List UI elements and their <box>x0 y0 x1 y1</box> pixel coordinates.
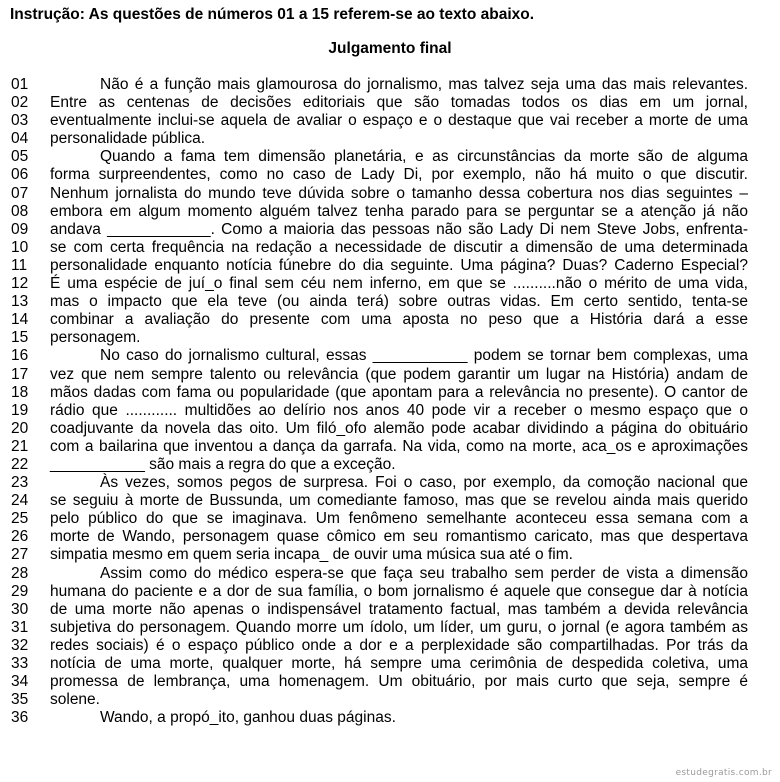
text-line <box>0 637 780 655</box>
watermark: estudegratis.com.br <box>675 768 772 778</box>
line-text: se seguiu à morte de Bussunda, um comediante famoso, mas que se revelou ainda mais querido <box>50 492 748 510</box>
line-text: solene. <box>50 691 100 709</box>
line-number: 20 <box>11 419 29 437</box>
line-text: embora em algum momento alguém talvez tenha parado para se perguntar se a atenção já não <box>50 202 748 220</box>
line-text: ___________ são mais a regra do que a exceção. <box>50 455 396 473</box>
line-number: 10 <box>11 238 29 256</box>
text-line <box>0 221 780 239</box>
text-line <box>0 94 780 112</box>
text-line <box>0 709 780 727</box>
line-number: 12 <box>11 275 29 293</box>
line-text: É uma espécie de juí_o final sem céu nem inferno, em que se ..........não o mérito de uma vida, <box>50 275 748 293</box>
line-number: 29 <box>11 582 29 600</box>
line-number: 03 <box>11 112 29 130</box>
line-number: 19 <box>11 401 29 419</box>
line-number: 07 <box>11 184 29 202</box>
line-text: Às vezes, somos pegos de surpresa. Foi o caso, por exemplo, da comoção nacional que <box>100 474 748 492</box>
line-text: personagem. <box>50 329 141 347</box>
line-text: combinar a avaliação do presente com uma aposta no peso que a História dará a esse <box>50 311 748 329</box>
line-text: Entre as centenas de decisões editoriais que são tomadas todos os dias em um jornal, <box>50 94 748 112</box>
line-text: redes sociais) é o espaço público onde a dor e a perplexidade são compartilhadas. Por trás da <box>50 636 748 654</box>
line-text: personalidade pública. <box>50 130 206 148</box>
text-line <box>0 275 780 293</box>
line-text: Assim como do médico espera-se que faça seu trabalho sem perder de vista a dimensão <box>100 564 748 582</box>
text-line <box>0 239 780 257</box>
line-text: personalidade enquanto notícia fúnebre do dia seguinte. Uma página? Duas? Caderno Especial? <box>50 256 748 274</box>
line-number: 27 <box>11 546 29 564</box>
text-line <box>0 619 780 637</box>
text-line <box>0 528 780 546</box>
line-number: 35 <box>11 691 29 709</box>
line-text: andava ____________. Como a maioria das pessoas não são Lady Di nem Steve Jobs, enfrenta- <box>50 220 748 238</box>
line-text: se com certa frequência na redação a necessidade de discutir a dimensão de uma determinada <box>50 238 748 256</box>
text-line <box>0 402 780 420</box>
line-number: 28 <box>11 564 29 582</box>
line-number: 21 <box>11 437 29 455</box>
text-line <box>0 510 780 528</box>
line-number: 34 <box>11 673 29 691</box>
text-line <box>0 601 780 619</box>
line-number: 24 <box>11 492 29 510</box>
numbered-text-body <box>0 76 780 727</box>
line-text: pelo público do que se imaginava. Um fenômeno semelhante aconteceu essa semana com a <box>50 510 748 528</box>
line-number: 23 <box>11 474 29 492</box>
text-line <box>0 456 780 474</box>
line-number: 06 <box>11 166 29 184</box>
line-text: Nenhum jornalista do mundo teve dúvida sobre o tamanho dessa cobertura nos dias seguintes – <box>50 184 748 202</box>
text-line <box>0 347 780 365</box>
line-text: vez que nem sempre talento ou relevância (que podem garantir um lugar na História) andam de <box>50 365 748 383</box>
text-line <box>0 474 780 492</box>
line-number: 02 <box>11 94 29 112</box>
line-text: Quando a fama tem dimensão planetária, e as circunstâncias da morte são de alguma <box>100 148 748 166</box>
line-text: rádio que ............ multidões ao delírio nos anos 40 pode vir a receber o mesmo espaço que o <box>50 401 748 419</box>
line-number: 31 <box>11 618 29 636</box>
text-line <box>0 166 780 184</box>
text-line <box>0 257 780 275</box>
text-line <box>0 366 780 384</box>
line-number: 09 <box>11 220 29 238</box>
line-number: 33 <box>11 655 29 672</box>
text-line <box>0 130 780 148</box>
text-line <box>0 438 780 456</box>
line-text: de uma morte não apenas o indispensável tratamento factual, mas também a devida relevância <box>50 600 748 618</box>
line-text: mãos dadas com fama ou popularidade (que apontam para a relevância no presente). O cantor de <box>50 383 748 401</box>
line-number: 17 <box>11 365 29 383</box>
text-line <box>0 148 780 166</box>
text-line <box>0 293 780 311</box>
text-line <box>0 203 780 221</box>
line-text: humana do paciente e a dor de sua família, o bom jornalismo é aquele que consegue dar à notícia <box>50 582 748 600</box>
line-text: simpatia mesmo em quem seria incapa_ de ouvir uma música sua até o fim. <box>50 546 573 564</box>
line-number: 18 <box>11 383 29 401</box>
line-text: eventualmente inclui-se aquela de avaliar o espaço e o destaque que vai receber a morte de uma <box>50 112 748 130</box>
text-line <box>0 583 780 601</box>
line-text: com a bailarina que inventou a dança da garrafa. Na vida, como na morte, aca_os e aproximações <box>50 437 748 455</box>
line-number: 30 <box>11 600 29 618</box>
text-line <box>0 565 780 583</box>
line-text: No caso do jornalismo cultural, essas ___________ podem se tornar bem complexas, uma <box>100 347 748 365</box>
text-line <box>0 329 780 347</box>
line-text: notícia de uma morte, qualquer morte, há sempre uma cerimônia de despedida coletiva, uma <box>50 655 748 672</box>
text-line <box>0 384 780 402</box>
line-text: Não é a função mais glamourosa do jornalismo, mas talvez seja uma das mais relevantes. <box>100 76 748 93</box>
line-number: 32 <box>11 636 29 654</box>
line-number: 05 <box>11 148 29 166</box>
line-number: 25 <box>11 510 29 528</box>
text-line <box>0 311 780 329</box>
line-number: 14 <box>11 311 29 329</box>
line-number: 13 <box>11 293 29 311</box>
line-number: 36 <box>11 709 29 727</box>
line-number: 11 <box>11 256 28 274</box>
line-number: 22 <box>11 455 29 473</box>
line-text: coadjuvante da novela das oito. Um filó_ofo alemão pode acabar dividindo a página do obituário <box>50 419 748 437</box>
line-number: 01 <box>11 76 29 93</box>
line-text: morte de Wando, personagem quase cômico em seu romantismo caricato, mas que despertava <box>50 528 748 546</box>
text-line <box>0 492 780 510</box>
line-number: 04 <box>11 130 29 148</box>
text-line <box>0 655 780 673</box>
line-text: forma surpreendentes, como no caso de Lady Di, por exemplo, não há muito o que discutir. <box>50 166 748 184</box>
text-line <box>0 546 780 564</box>
line-text: promessa de lembrança, uma homenagem. Um obituário, por mais curto que seja, sempre é <box>50 673 748 691</box>
text-line <box>0 691 780 709</box>
line-number: 16 <box>11 347 29 365</box>
text-title: Julgamento final <box>328 40 452 57</box>
line-text: mas o impacto que ela teve (ou ainda terá) sobre outras vidas. Em certo sentido, tenta-se <box>50 293 748 311</box>
line-text: subjetiva do personagem. Quando morre um ídolo, um líder, um guru, o jornal (e agora também as <box>50 618 748 636</box>
line-text: Wando, a propó_ito, ganhou duas páginas. <box>100 709 396 727</box>
line-number: 26 <box>11 528 29 546</box>
text-line <box>0 76 780 94</box>
text-line <box>0 112 780 130</box>
text-line <box>0 420 780 438</box>
instruction-heading: Instrução: As questões de números 01 a 15 referem-se ao texto abaixo. <box>10 6 535 23</box>
text-line <box>0 185 780 203</box>
text-line <box>0 673 780 691</box>
line-number: 15 <box>11 329 29 347</box>
line-number: 08 <box>11 202 29 220</box>
